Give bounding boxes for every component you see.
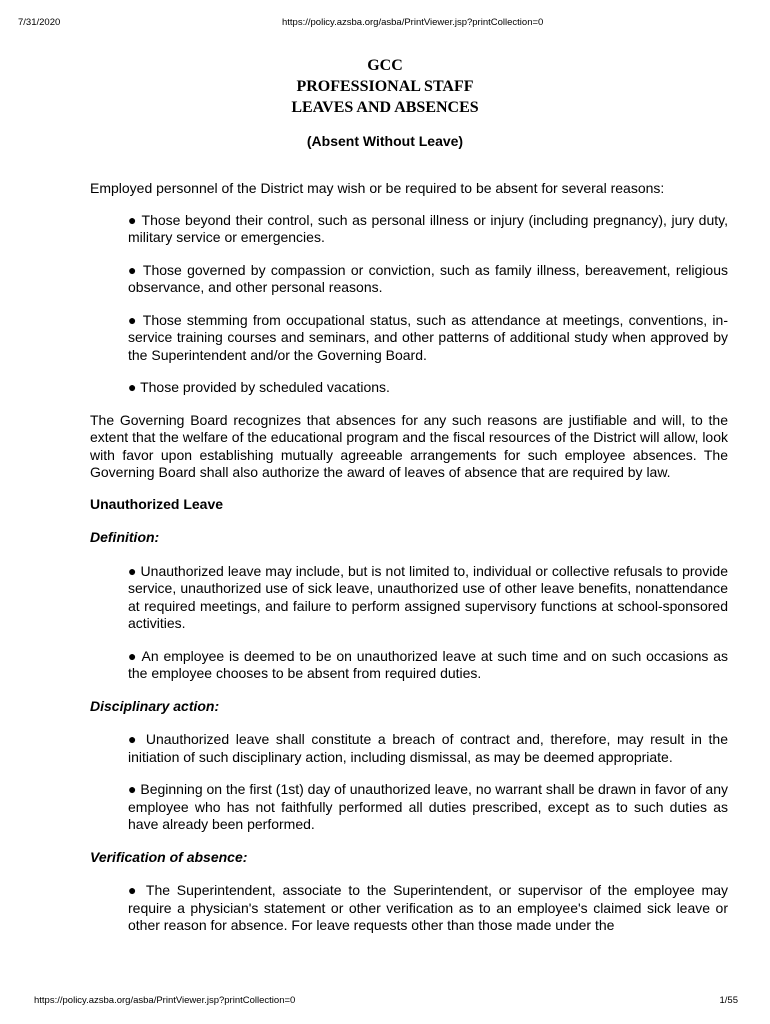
policy-subtitle: (Absent Without Leave)	[306, 133, 464, 149]
intro-paragraph: Employed personnel of the District may wish or be required to be absent for several reasons:	[90, 180, 665, 196]
verification-heading: Verification of absence:	[90, 848, 248, 865]
policy-body	[90, 180, 728, 950]
policy-title-line-1: PROFESSIONAL STAFF	[296, 78, 474, 95]
disciplinary-item: ● Unauthorized leave shall constitute a breach of contract and, therefore, may result in the initiation of such disciplinary action, including dismissal, as may be deemed appropriate.	[128, 731, 728, 765]
definition-item: ● Unauthorized leave may include, but is not limited to, individual or collective refusals to provide service, unauthorized use of sick leave, unauthorized use of other leave benefits, nonattendance at required meetings, and failure to perform assigned supervisory functions at school-sponsored activities.	[128, 562, 728, 631]
print-header-url: https://policy.azsba.org/asba/PrintViewer.jsp?printCollection=0	[282, 17, 544, 28]
definition-heading: Definition:	[90, 529, 160, 545]
policy-code: GCC	[367, 57, 403, 74]
definition-item: ● An employee is deemed to be on unauthorized leave at such time and on such occasions as the employee chooses to be absent from required duties.	[128, 647, 728, 681]
page-number: 1/55	[719, 995, 738, 1006]
policy-title	[0, 55, 770, 118]
disciplinary-item: ● Beginning on the first (1st) day of unauthorized leave, no warrant shall be drawn in favor of any employee who has not faithfully performed all duties prescribed, except as to such duties as have already been performed.	[128, 781, 728, 832]
reason-item: ● Those beyond their control, such as personal illness or injury (including pregnancy), jury duty, military service or emergencies.	[128, 211, 728, 245]
print-date: 7/31/2020	[18, 17, 61, 28]
board-paragraph: The Governing Board recognizes that absences for any such reasons are justifiable and will, to the extent that the welfare of the educational program and the fiscal resources of the District will allow, look with favor upon establishing mutually agreeable arrangements for such employee absences. The Governing Board shall also authorize the award of leaves of absence that are required by law.	[90, 411, 728, 480]
verification-item: ● The Superintendent, associate to the Superintendent, or supervisor of the employee may require a physician's statement or other verification as to an employee's claimed sick leave or other reason for absence. For leave requests other than those made under the	[128, 882, 728, 933]
reason-item: ● Those stemming from occupational status, such as attendance at meetings, conventions, in-service training courses and seminars, and other patterns of additional study when approved by the Superintendent and/or the Governing Board.	[128, 311, 728, 363]
reason-item: ● Those governed by compassion or conviction, such as family illness, bereavement, religious observance, and other personal reasons.	[128, 261, 728, 295]
disciplinary-action-heading: Disciplinary action:	[90, 697, 220, 714]
policy-title-line-2: LEAVES AND ABSENCES	[291, 99, 479, 116]
reason-item: ● Those provided by scheduled vacations.	[128, 379, 390, 395]
unauthorized-leave-heading: Unauthorized Leave	[90, 495, 224, 512]
print-footer-url: https://policy.azsba.org/asba/PrintViewer.jsp?printCollection=0	[34, 995, 296, 1006]
